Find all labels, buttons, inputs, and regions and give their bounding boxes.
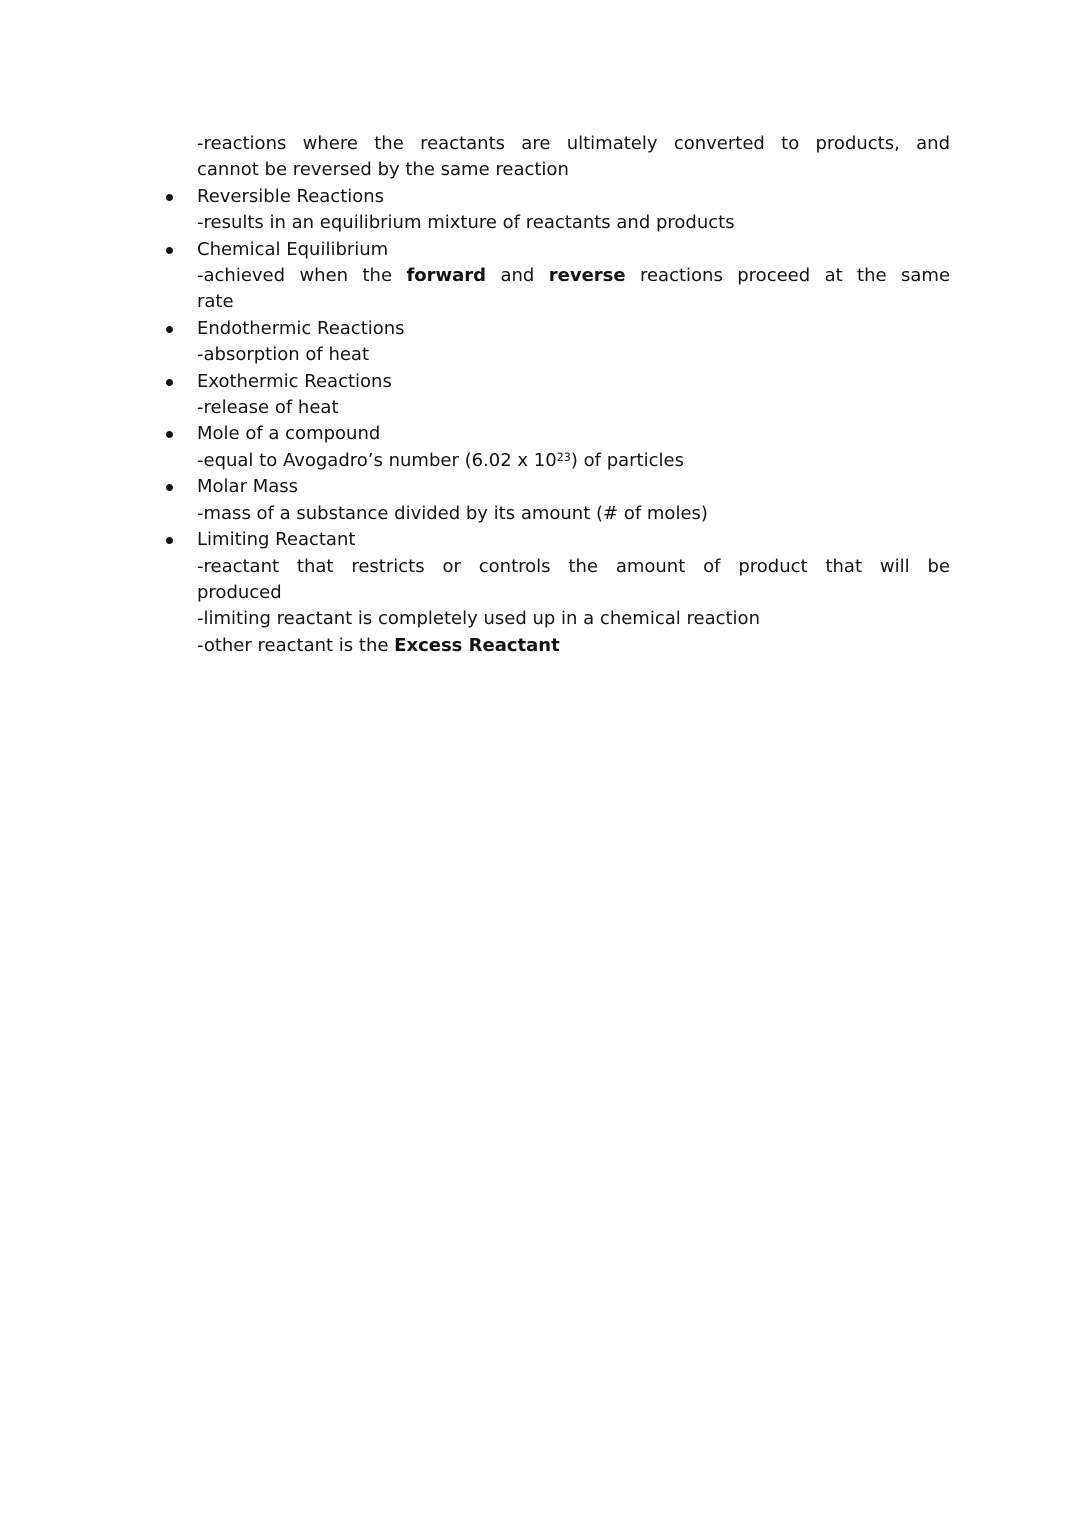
bullet-icon xyxy=(166,537,173,544)
bullet-title: Mole of a compound xyxy=(197,423,381,445)
text-line: -results in an equilibrium mixture of reactants and products xyxy=(197,212,735,234)
bullet-icon xyxy=(166,247,173,254)
bullet-icon xyxy=(166,326,173,333)
bullet-icon xyxy=(166,194,173,201)
paragraph-continuation xyxy=(197,131,950,184)
text-line: -other reactant is the Excess Reactant xyxy=(197,634,560,656)
text-line: -reactions where the reactants are ultimately converted to products, and xyxy=(197,133,950,154)
text-line: -release of heat xyxy=(197,397,339,419)
text-line: produced xyxy=(197,581,282,603)
text-line: -equal to Avogadro’s number (6.02 x $10^{23}$) of particles xyxy=(197,449,684,471)
text-line: -achieved when the forward and reverse reactions proceed at the same xyxy=(197,265,951,287)
text-line: -absorption of heat xyxy=(197,344,370,366)
text-line: -limiting reactant is completely used up in a chemical reaction xyxy=(197,608,760,630)
bullet-title: Chemical Equilibrium xyxy=(197,238,389,260)
text-line: -mass of a substance divided by its amount (# of moles) xyxy=(197,502,708,524)
bullet-item-exothermic-reactions xyxy=(197,369,950,422)
bullet-item-molar-mass xyxy=(197,474,950,527)
bullet-icon xyxy=(166,484,173,491)
bullet-title: Molar Mass xyxy=(197,476,299,498)
text-line: -reactant that restricts or controls the amount of product that will be xyxy=(197,555,950,577)
bullet-item-mole-of-a-compound xyxy=(197,421,950,474)
bullet-title: Exothermic Reactions xyxy=(197,370,392,392)
bullet-item-endothermic-reactions xyxy=(197,316,950,369)
bullet-icon xyxy=(166,431,173,438)
bullet-item-reversible-reactions xyxy=(197,184,950,237)
bullet-icon xyxy=(166,379,173,386)
bullet-title: Endothermic Reactions xyxy=(197,317,405,339)
bullet-title: Limiting Reactant xyxy=(197,529,356,551)
text-line: rate xyxy=(197,291,234,313)
text-line: cannot be reversed by the same reaction xyxy=(197,159,569,181)
bullet-item-chemical-equilibrium xyxy=(197,237,950,316)
notes-list xyxy=(197,131,950,659)
bullet-title: Reversible Reactions xyxy=(197,185,385,207)
bullet-item-limiting-reactant xyxy=(197,527,950,659)
